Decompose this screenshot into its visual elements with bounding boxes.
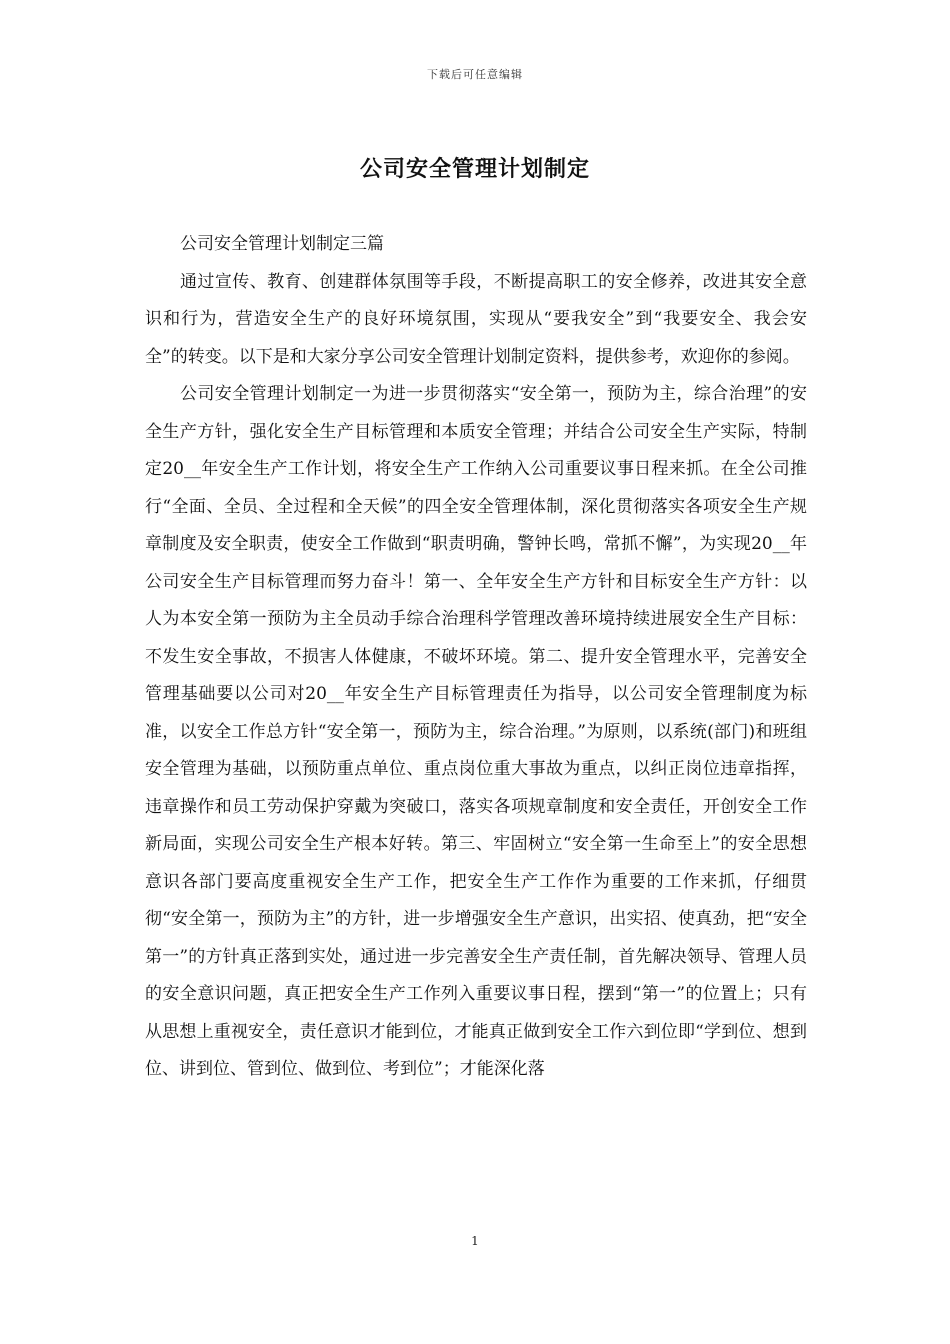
page-number: 1 [471,1234,479,1248]
document-body [145,226,807,1089]
document-title: 公司安全管理计划制定 [359,156,590,182]
intro-paragraph: 通过宣传、教育、创建群体氛围等手段，不断提高职工的安全修养，改进其安全意识和行为，营造安全生产的良好环境氛围，实现从“要我安全”到“我要安全、我会安全”的转变。以下是和大家分享公司安全管理计划制定资料，提供参考，欢迎你的参阅。 [145,271,807,367]
header-note: 下载后可任意编辑 [427,68,523,81]
body-paragraph: 公司安全管理计划制定一为进一步贯彻落实“安全第一，预防为主，综合治理”的安全生产方针，强化安全生产目标管理和本质安全管理；并结合公司安全生产实际，特制定20__年安全生产工作计划，将安全生产工作纳入公司重要议事日程来抓。在全公司推行“全面、全员、全过程和全天候”的四全安全管理体制，深化贯彻落实各项安全生产规章制度及安全职责，使安全工作做到“职责明确，警钟长鸣，常抓不懈”，为实现20__年公司安全生产目标管理而努力奋斗！第一、全年安全生产方针和目标安全生产方针：以人为本安全第一预防为主全员动手综合治理科学管理改善环境持续进展安全生产目标：不发生安全事故，不损害人体健康，不破坏环境。第二、提升安全管理水平，完善安全管理基础要以公司对20__年安全生产目标管理责任为指导，以公司安全管理制度为标准，以安全工作总方针“安全第一，预防为主，综合治理。”为原则，以系统(部门)和班组安全管理为基础，以预防重点单位、重点岗位重大事故为重点，以纠正岗位违章指挥，违章操作和员工劳动保护穿戴为突破口，落实各项规章制度和安全责任，开创安全工作新局面，实现公司安全生产根本好转。第三、牢固树立“安全第一生命至上”的安全思想意识各部门要高度重视安全生产工作，把安全生产工作作为重要的工作来抓，仔细贯彻“安全第一，预防为主”的方针，进一步增强安全生产意识，出实招、使真劲，把“安全第一”的方针真正落到实处，通过进一步完善安全生产责任制，首先解决领导、管理人员的安全意识问题，真正把安全生产工作列入重要议事日程，摆到“第一”的位置上；只有从思想上重视安全，责任意识才能到位，才能真正做到安全工作六到位即“学到位、想到位、讲到位、管到位、做到位、考到位”；才能深化落 [145,384,807,1079]
document-subtitle: 公司安全管理计划制定三篇 [180,234,384,254]
